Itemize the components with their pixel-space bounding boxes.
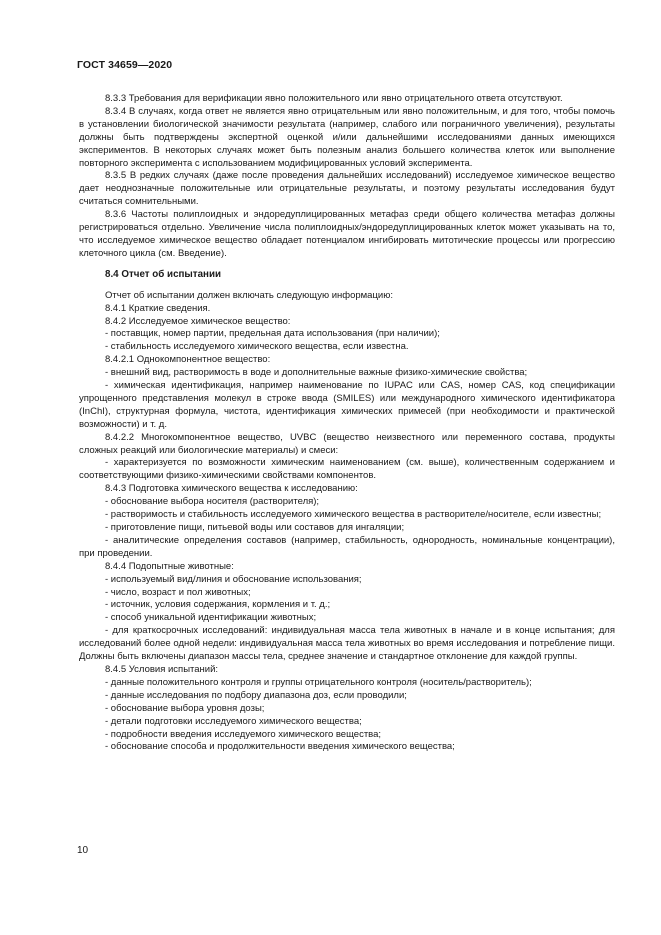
list-item: - подробности введения исследуемого химического вещества;	[105, 728, 382, 740]
list-item: - детали подготовки исследуемого химического вещества;	[105, 715, 362, 727]
list-item: - источник, условия содержания, кормления и т. д.;	[105, 599, 331, 611]
list-item: - данные положительного контроля и группы отрицательного контроля (носитель/растворитель);	[105, 676, 532, 688]
list-item: - приготовление пищи, питьевой воды или составов для ингаляции;	[105, 522, 405, 533]
list-item: - данные исследования по подбору диапазона доз, если проводили;	[105, 689, 407, 701]
paragraph: 8.4.3 Подготовка химического вещества к исследованию:	[105, 483, 358, 495]
list-item: - растворимость и стабильность исследуемого химического вещества в растворителе/носителе, если известны;	[105, 509, 602, 521]
paragraph: 8.4.2.1 Однокомпонентное вещество:	[105, 354, 271, 366]
list-item: - химическая идентификация, например наименование по IUPAC или CAS, номер CAS, код спецификации упрощенного представления молекул в строке ввода (SMILES) или международного химического идентификатора (InChI), структурная формула, чистота, идентификация химических примесей (при необходимости и практической возможности) и т. д.	[79, 380, 615, 430]
paragraph: 8.3.4 В случаях, когда ответ не является явно отрицательным или явно положительным, и для того, чтобы помочь в установлении биологической значимости результата (например, слабого или пограничного увеличения), результаты должны быть подтверждены экспертной оценкой и/или дальнейшими исследованиями данных имеющихся экспериментов. В некоторых случаях может быть полезным анализ большего количества клеток или выполнение повторного эксперимента с использованием модифицированных условий эксперимента.	[79, 105, 615, 169]
list-item: - поставщик, номер партии, предельная дата использования (при наличии);	[105, 328, 440, 340]
paragraph: 8.4.5 Условия испытаний:	[105, 663, 219, 675]
list-item: - обоснование выбора уровня дозы;	[105, 702, 265, 714]
list-item: - стабильность исследуемого химического вещества, если известна.	[105, 341, 409, 353]
section-heading: 8.4 Отчет об испытании	[105, 268, 222, 280]
paragraph: 8.4.2 Исследуемое химическое вещество:	[105, 315, 291, 327]
paragraph: 8.3.5 В редких случаях (даже после проведения дальнейших исследований) исследуемое химическое вещество дает неоднозначные положительные или отрицательные результаты, и поэтому результаты исследования будут считаться сомнительными.	[79, 170, 615, 208]
list-item: - число, возраст и пол животных;	[105, 586, 251, 598]
paragraph: 8.4.1 Краткие сведения.	[105, 302, 211, 314]
list-item: - обоснование выбора носителя (растворителя);	[105, 496, 320, 508]
list-item: - для краткосрочных исследований: индивидуальная масса тела животных в начале и в конце испытания; для исследований более одной недели: индивидуальная масса тела животных во время исследования и потребление пищи. Должны быть включены диапазон массы тела, среднее значение и стандартное отклонение для каждой группы.	[79, 625, 615, 663]
paragraph: 8.4.4 Подопытные животные:	[105, 560, 234, 572]
list-item: - способ уникальной идентификации животных;	[105, 612, 317, 624]
list-item: - обоснование способа и продолжительности введения химического вещества;	[105, 741, 455, 753]
paragraph: 8.4.2.2 Многокомпонентное вещество, UVBC (вещество неизвестного или переменного состава, продукты сложных реакций или биологические материалы) и смеси:	[79, 431, 615, 456]
paragraph: 8.3.6 Частоты полиплоидных и эндоредуплицированных метафаз среди общего количества метафаз должны регистрироваться отдельно. Увеличение числа полиплоидных/эндоредуплицированных клеток может указывать на то, что исследуемое химическое вещество обладает потенциалом ингибировать митотические процессы или прогрессию клеточного цикла (см. Введение).	[79, 209, 615, 259]
paragraph: 8.3.3 Требования для верификации явно положительного или явно отрицательного ответа отсутствуют.	[105, 93, 563, 104]
list-item: - внешний вид, растворимость в воде и дополнительные важные физико-химические свойства;	[105, 367, 528, 379]
list-item: - используемый вид/линия и обоснование использования;	[105, 573, 362, 585]
paragraph: Отчет об испытании должен включать следующую информацию:	[105, 289, 393, 301]
list-item: - аналитические определения составов (например, стабильность, однородность, номинальные концентрации), при проведении.	[79, 534, 615, 559]
document-header: ГОСТ 34659—2020	[77, 59, 173, 71]
page-number: 10	[77, 845, 89, 856]
list-item: - характеризуется по возможности химическим наименованием (см. выше), количественным содержанием и соответствующими физико-химическими свойствами компонентов.	[79, 457, 615, 482]
document-body	[79, 93, 615, 754]
